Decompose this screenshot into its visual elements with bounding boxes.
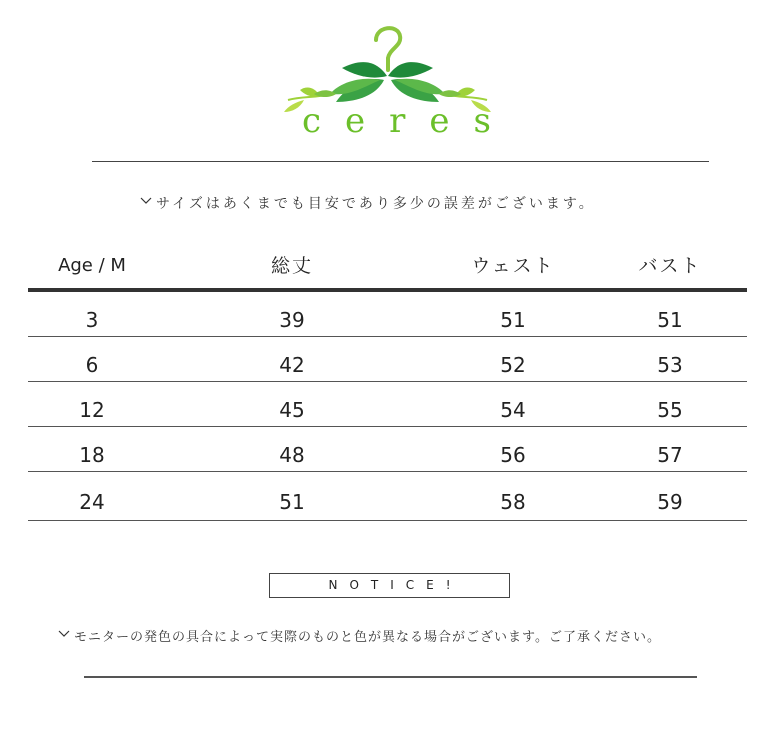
table-row — [28, 292, 747, 337]
cell-bust: 53 — [657, 353, 683, 377]
notice-text: モニターの発色の具合によって実際のものと色が異なる場合がございます。ご了承ください。 — [74, 630, 661, 645]
header-bust: バスト — [638, 255, 702, 277]
cell-length: 45 — [279, 398, 305, 422]
cell-waist: 52 — [500, 353, 526, 377]
size-note-text: サイズはあくまでも目安であり多少の誤差がございます。 — [156, 196, 596, 212]
cell-length: 39 — [279, 308, 305, 332]
cell-age: 24 — [79, 490, 105, 514]
table-row — [28, 472, 747, 521]
cell-length: 48 — [279, 443, 305, 467]
cell-waist: 54 — [500, 398, 526, 422]
cell-bust: 59 — [657, 490, 683, 514]
cell-age: 18 — [79, 443, 105, 467]
cell-waist: 58 — [500, 490, 526, 514]
cell-age: 12 — [79, 398, 105, 422]
cell-age: 6 — [85, 353, 99, 377]
cell-bust: 55 — [657, 398, 683, 422]
cell-bust: 57 — [657, 443, 683, 467]
header-waist: ウェスト — [471, 255, 555, 277]
notice-label: NOTICE! — [269, 573, 510, 598]
table-header — [28, 246, 747, 292]
chevron-down-icon — [58, 628, 70, 640]
cell-waist: 51 — [500, 308, 526, 332]
brand-name: ceres — [302, 101, 515, 141]
cell-bust: 51 — [657, 308, 683, 332]
cell-length: 42 — [279, 353, 305, 377]
header-age: Age / M — [58, 255, 126, 276]
cell-age: 3 — [85, 308, 99, 332]
divider-bottom — [84, 676, 697, 678]
table-row — [28, 382, 747, 427]
divider-top — [92, 161, 709, 162]
cell-length: 51 — [279, 490, 305, 514]
size-table — [28, 246, 747, 521]
size-note — [140, 194, 596, 214]
notice-note — [58, 628, 661, 648]
header-length: 総丈 — [270, 255, 313, 277]
cell-waist: 56 — [500, 443, 526, 467]
table-row — [28, 427, 747, 472]
table-row — [28, 337, 747, 382]
chevron-down-icon — [140, 195, 152, 207]
